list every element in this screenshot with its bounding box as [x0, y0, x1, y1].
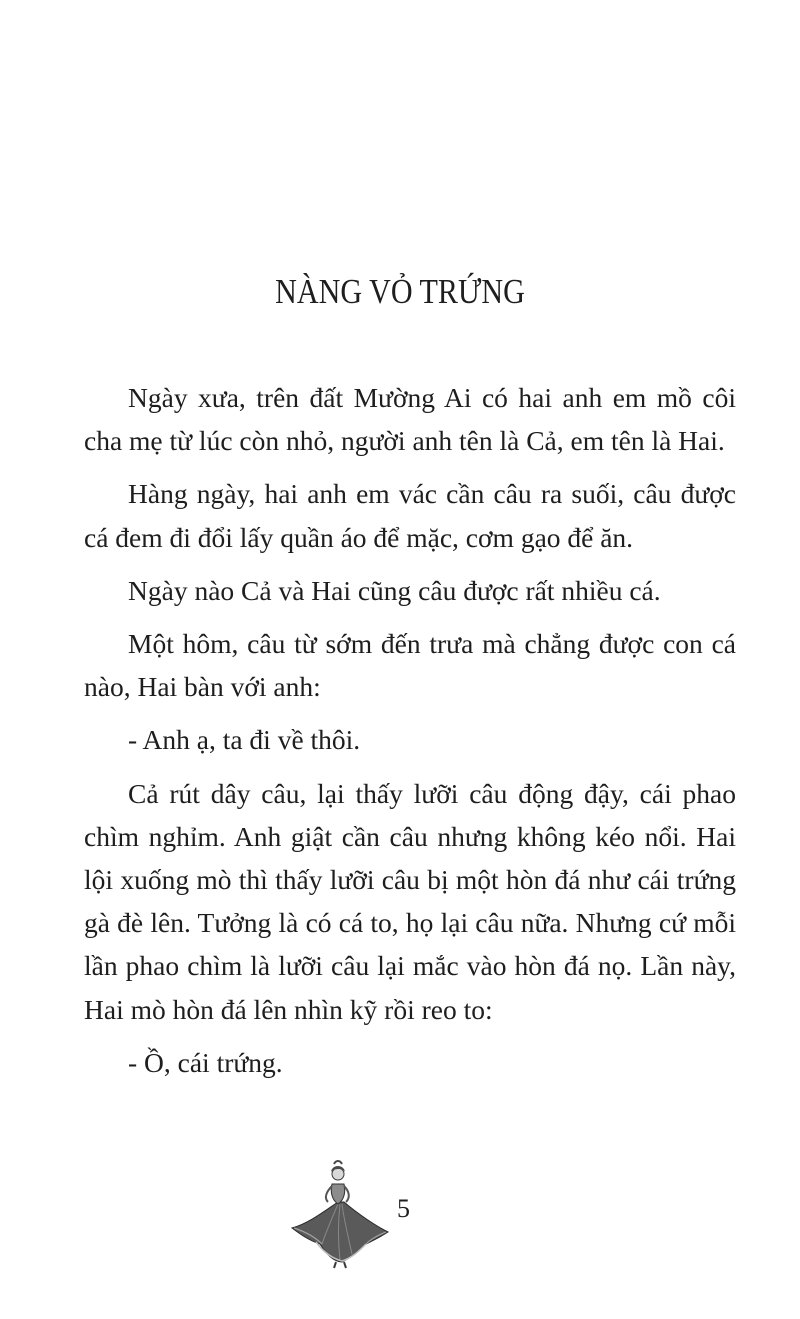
page-number: 5 — [397, 1194, 410, 1223]
paragraph: Ngày xưa, trên đất Mường Ai có hai anh em mồ côi cha mẹ từ lúc còn nhỏ, người anh tên là Cả, em tên là Hai. — [84, 382, 736, 457]
princess-illustration-icon — [286, 1158, 390, 1270]
dialog-line: - Anh ạ, ta đi về thôi. — [128, 724, 361, 756]
paragraph: Một hôm, câu từ sớm đến trưa mà chẳng được con cá nào, Hai bàn với anh: — [84, 628, 736, 703]
story-title: NÀNG VỎ TRỨNG — [275, 272, 525, 311]
story-body — [84, 376, 736, 1094]
dialog-line: - Ồ, cái trứng. — [128, 1046, 283, 1078]
paragraph: Cả rút dây câu, lại thấy lưỡi câu động đậy, cái phao chìm nghỉm. Anh giật cần câu nhưng không kéo nổi. Hai lội xuống mò thì thấy lưỡi câu bị một hòn đá như cái trứng gà đè lên. Tưởng là có cá to, họ lại câu nữa. Nhưng cứ mỗi lần phao chìm là lưỡi câu lại mắc vào hòn đá nọ. Lần này, Hai mò hòn đá lên nhìn kỹ rồi reo to: — [84, 777, 736, 1025]
paragraph: Ngày nào Cả và Hai cũng câu được rất nhiều cá. — [128, 574, 661, 606]
paragraph: Hàng ngày, hai anh em vác cần câu ra suối, câu được cá đem đi đổi lấy quần áo để mặc, cơm gạo để ăn. — [84, 478, 736, 553]
